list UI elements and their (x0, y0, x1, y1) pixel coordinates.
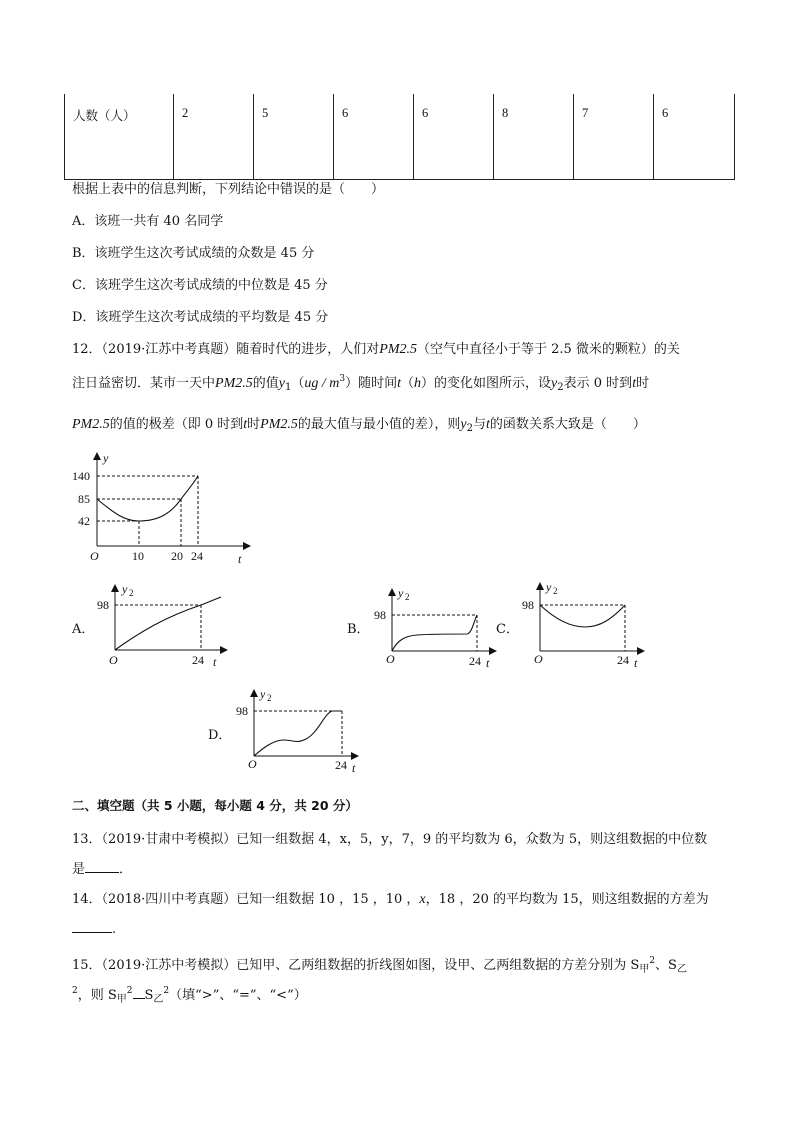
option-c-graph (520, 577, 650, 669)
q12-text: 时 (636, 376, 650, 391)
q12-text: 表示 0 时到 (563, 376, 633, 391)
y2-sub: 2 (466, 423, 473, 434)
y-axis-sub: 2 (129, 588, 134, 598)
q12-source: 12．（2019·江苏中考真题）随着时代的进步，人们对 (72, 342, 380, 357)
option-c-curve (540, 605, 625, 627)
table-row (65, 94, 735, 180)
option-d-curve (254, 711, 342, 756)
x-tick-24: 24 (335, 758, 347, 772)
y-tick-98: 98 (522, 598, 534, 612)
y-tick-98: 98 (374, 608, 386, 622)
q12-line-2 (72, 372, 649, 393)
q14-text: 14．（2018·四川中考真题）已知一组数据 10 ，15 ，10 ， (72, 892, 420, 907)
q11-option-b: B．该班学生这次考试成绩的众数是 45 分 (72, 246, 315, 261)
q13-line-1: 13．（2019·甘肃中考模拟）已知一组数据 4，x，5，y，7，9 的平均数为 6，众数为 5，则这组数据的中位数 (72, 832, 708, 847)
jia-sub: 甲 (116, 994, 127, 1005)
q12-text: 的函数关系大致是（ ） (489, 417, 646, 432)
origin-label: O (534, 652, 543, 666)
y-tick-140: 140 (72, 469, 90, 483)
q12-text: （ (401, 376, 415, 391)
q12-text: 的值的极差（即 0 时到 (109, 417, 244, 432)
t-var: t (397, 376, 402, 391)
q12-line-3 (72, 413, 646, 434)
q12-text: （ (291, 376, 305, 391)
y1-var: y (278, 376, 285, 391)
yi-sub: 乙 (153, 994, 164, 1005)
pm25-term: PM2.5 (260, 417, 298, 432)
origin-label: O (386, 652, 395, 666)
origin-label: O (90, 549, 99, 563)
table-cell: 6 (334, 94, 414, 180)
q13-line-2 (72, 858, 132, 877)
table-cell: 7 (574, 94, 654, 180)
table-cell: 6 (654, 94, 735, 180)
jia-sub: 甲 (639, 964, 650, 975)
q12-text: 与 (473, 417, 487, 432)
y2-var: y (551, 376, 558, 391)
pm25-term: PM2.5 (379, 342, 417, 357)
option-a-label: A． (72, 622, 95, 637)
y-axis-sub: 2 (553, 586, 558, 596)
q14-answer-blank[interactable] (72, 920, 112, 933)
q12-text: 注日益密切．某市一天中 (72, 376, 216, 391)
y-axis-sub: 2 (405, 592, 410, 602)
t-var: t (486, 417, 490, 432)
table-row-label: 人数（人） (65, 94, 174, 180)
y-axis-label: y (122, 582, 128, 596)
pm25-term: PM2.5 (215, 376, 253, 391)
square-sup: 2 (126, 986, 133, 996)
q11-prompt: 根据上表中的信息判断，下列结论中错误的是（ ） (72, 182, 385, 197)
q15-line-1 (72, 954, 687, 975)
square-sup: 2 (649, 956, 656, 966)
q15-text: （填“>”、“=”、“<”） (169, 988, 307, 1003)
option-b-curve (392, 615, 477, 651)
x-axis-label: t (634, 656, 638, 669)
unit-sup: 3 (339, 374, 346, 384)
q11-option-d: D．该班学生这次考试成绩的平均数是 45 分 (72, 310, 329, 325)
origin-label: O (109, 653, 118, 667)
x-axis-label: t (213, 655, 217, 669)
x-tick-24: 24 (617, 653, 629, 667)
square-sup: 2 (163, 986, 170, 996)
q12-line1-rest: （空气中直径小于等于 2.5 微米的颗粒）的关 (416, 342, 680, 357)
y-tick-98: 98 (236, 704, 248, 718)
q12-text: 的最大值与最小值的差），则 (297, 417, 461, 432)
x-tick-10: 10 (132, 549, 144, 563)
t-var: t (632, 376, 637, 391)
table-cell: 8 (494, 94, 574, 180)
x-axis-label: t (238, 552, 242, 566)
h-var: h (414, 376, 422, 391)
y-axis-label: y (260, 687, 266, 701)
q15-text: 15．（2019·江苏中考模拟）已知甲、乙两组数据的折线图如图，设甲、乙两组数据的方差分别为 S (72, 958, 640, 973)
option-d-graph (234, 684, 364, 774)
x-axis-label: t (352, 761, 356, 774)
yi-sub: 乙 (676, 964, 687, 975)
q15-text: ，则 S (77, 988, 117, 1003)
q15-text: S (144, 988, 154, 1003)
pm25-graph (70, 450, 260, 575)
q15-line-2 (72, 984, 307, 1005)
q12-line-1 (72, 338, 680, 358)
y-axis-label: y (398, 586, 404, 600)
y2-sub: 2 (557, 382, 564, 393)
q15-answer-blank[interactable] (133, 986, 145, 999)
q12-text: ） (345, 376, 359, 391)
option-d-label: D． (208, 728, 232, 743)
y-tick-42: 42 (78, 514, 90, 528)
q14-text: ，18 ，20 的平均数为 15，则这组数据的方差为 (425, 892, 709, 907)
q14-text: . (112, 922, 117, 937)
y-tick-85: 85 (78, 492, 90, 506)
option-a-graph (95, 577, 235, 669)
score-table (64, 94, 735, 180)
square-sup: 2 (72, 986, 78, 996)
table-cell: 6 (414, 94, 494, 180)
x-tick-24: 24 (469, 654, 481, 668)
q12-text: 时 (247, 417, 261, 432)
option-c-label: C． (496, 622, 519, 637)
x-axis-label: t (486, 656, 490, 669)
y-axis-sub: 2 (267, 693, 272, 703)
q13-answer-blank[interactable] (85, 860, 119, 873)
section2-heading: 二、填空题（共 5 小题，每小题 4 分，共 20 分） (72, 798, 358, 813)
x-var: x (419, 892, 426, 907)
table-cell: 2 (174, 94, 254, 180)
q12-text: 的值 (252, 376, 279, 391)
y-axis-label: y (546, 580, 552, 594)
unit-term: ug / m (304, 376, 340, 391)
t-var: t (243, 417, 248, 432)
q12-text: 随时间 (358, 376, 398, 391)
q13-text: ． (119, 862, 133, 877)
y2-var: y (460, 417, 467, 432)
q15-text: 、S (655, 958, 677, 973)
q11-option-a: A．该班一共有 40 名同学 (72, 214, 224, 229)
x-tick-24: 24 (192, 653, 204, 667)
origin-label: O (248, 757, 257, 771)
pm25-term: PM2.5 (72, 417, 110, 432)
x-tick-20: 20 (171, 549, 183, 563)
y1-sub: 1 (284, 382, 292, 393)
q12-text: ）的变化如图所示，设 (421, 376, 552, 391)
option-b-label: B． (347, 622, 370, 637)
y-tick-98: 98 (97, 598, 109, 612)
q13-text: 是 (72, 862, 86, 877)
y-axis-label: y (103, 451, 109, 465)
x-tick-24: 24 (191, 549, 203, 563)
q11-option-c: C．该班学生这次考试成绩的中位数是 45 分 (72, 278, 328, 293)
table-cell: 5 (254, 94, 334, 180)
option-b-graph (372, 583, 502, 669)
q14-line-2 (72, 920, 116, 937)
q14-line-1 (72, 888, 709, 908)
